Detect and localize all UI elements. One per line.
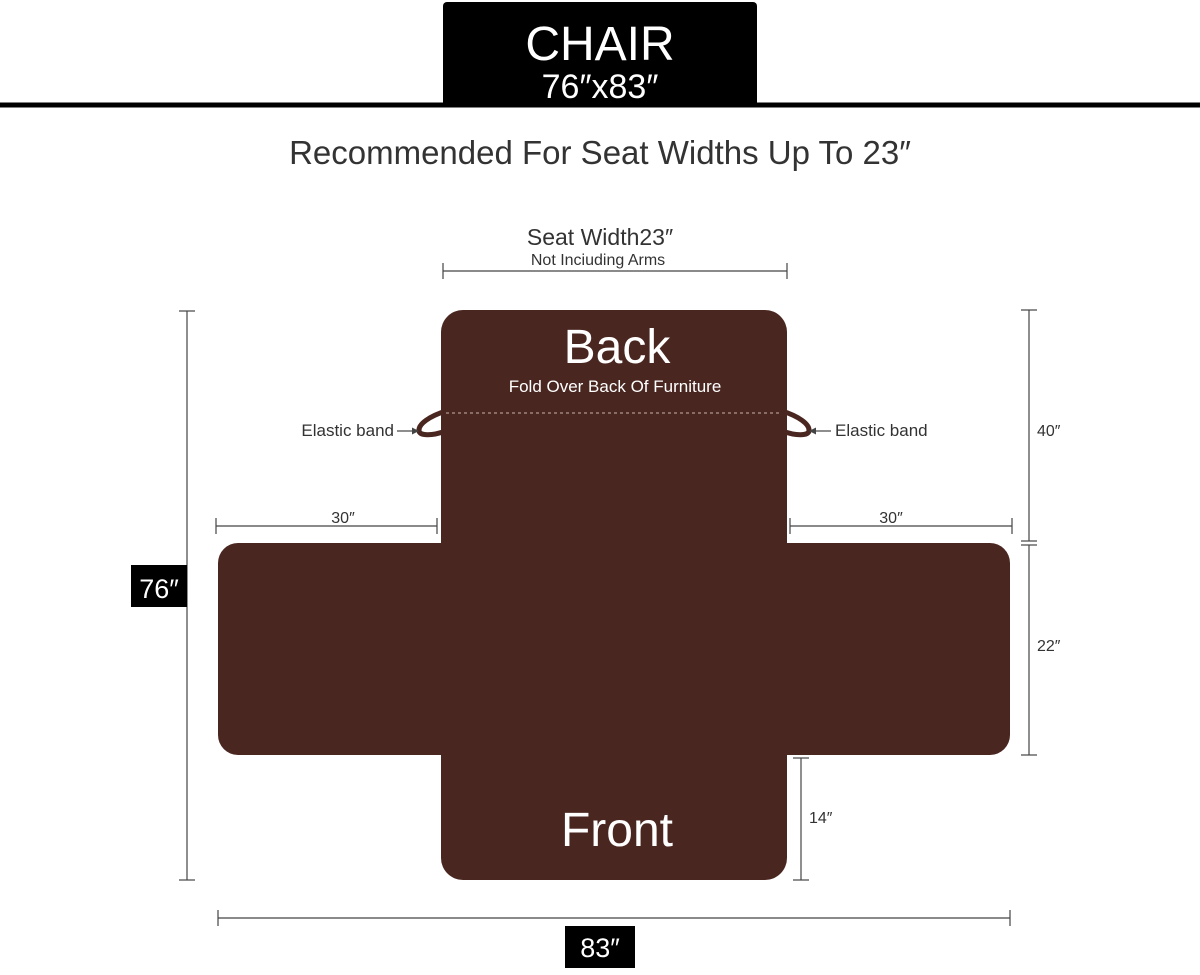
seat-width-label: Seat Width23″ (526, 224, 674, 250)
elastic-band-right-label: Elastic band (835, 421, 928, 440)
back-height-label: 40″ (1037, 423, 1061, 440)
left-arm-width-label: 30″ (331, 510, 355, 527)
product-size: 76″x83″ (541, 68, 659, 106)
elastic-band-right-arrow (809, 428, 831, 435)
back-label: Back (563, 321, 671, 374)
seat-width-note: Not Inciuding Arms (530, 252, 666, 269)
front-height-dimension-line (793, 758, 809, 880)
right-arm-width-label: 30″ (879, 510, 903, 527)
back-note: Fold Over Back Of Furniture (508, 377, 722, 396)
arm-height-label: 22″ (1037, 638, 1061, 655)
elastic-band-left-arrow (397, 428, 419, 435)
overall-height-label: 76″ (139, 574, 179, 604)
cover-arm-panel (218, 543, 1010, 755)
back-height-dimension-line (1021, 310, 1037, 541)
arm-height-dimension-line (1021, 545, 1037, 755)
subtitle: Recommended For Seat Widths Up To 23″ (289, 134, 911, 171)
overall-width-label: 83″ (580, 933, 620, 963)
front-label: Front (560, 804, 674, 857)
left-arm-width-dimension-line (216, 518, 437, 534)
overall-width-dimension-line (218, 910, 1010, 926)
product-name: CHAIR (525, 18, 675, 71)
elastic-band-left-label: Elastic band (301, 421, 394, 440)
front-height-label: 14″ (809, 810, 833, 827)
